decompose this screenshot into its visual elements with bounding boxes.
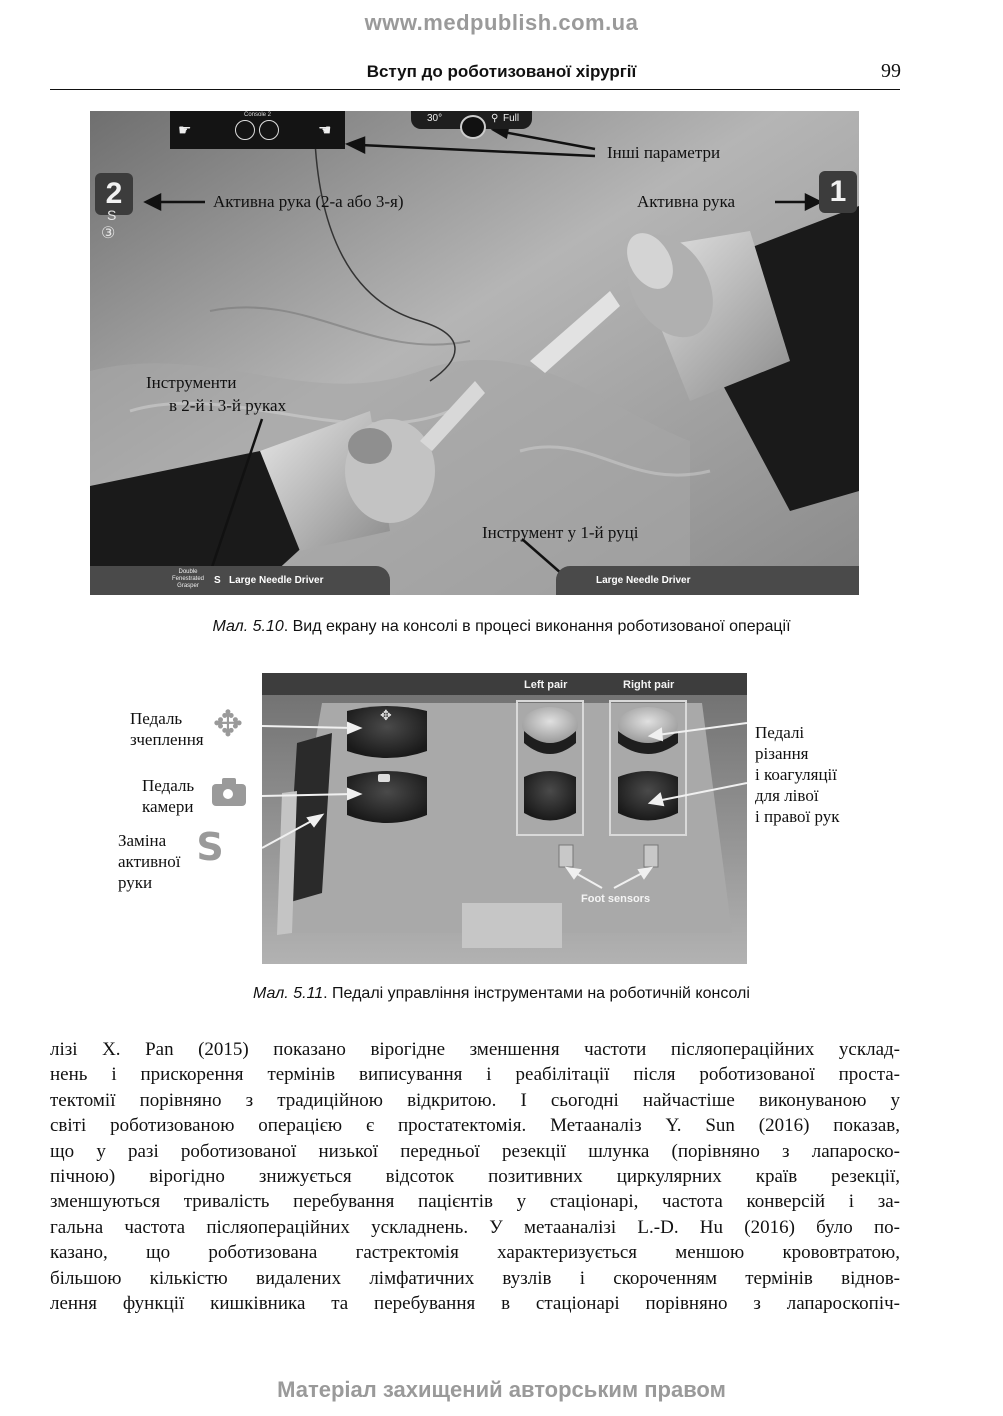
figure-pedals: [262, 673, 747, 964]
left-hand-icon: ☛: [178, 121, 192, 139]
body-line: лення функції кишківника та перебування в стаціонарі порівняно з лапароскопіч-: [50, 1293, 900, 1315]
label-instrument-1: Інструмент у 1-й руці: [482, 523, 639, 542]
header-rule: [50, 89, 900, 90]
magnifier-icon: ⚲: [491, 113, 499, 124]
left-instrument-name: Large Needle Driver: [229, 575, 324, 586]
foot-sensors-label: Foot sensors: [581, 893, 651, 905]
swap-arm-small-icon: S: [214, 575, 221, 586]
body-line: більшою кількістю видалених лімфатичних вузлів і скороченням термінів віднов-: [50, 1267, 900, 1289]
move-arrows-icon: ✥: [212, 704, 244, 745]
console-label: Console 2: [243, 112, 272, 118]
camera-pedal-icon: [378, 774, 390, 782]
figure-console-screen: [90, 111, 859, 595]
figure-1-caption: [0, 618, 1003, 636]
body-line: пічною) вірогідно знижується відсоток позитивних циркулярних країв резекції,: [50, 1166, 900, 1188]
camera-icon: [460, 115, 486, 139]
right-instrument-name: Large Needle Driver: [596, 575, 691, 586]
body-line: що у разі роботизованої низької передньої резекції шлунка (порівняно з лапароско-: [50, 1140, 900, 1162]
hand-circle-left-icon: [235, 120, 255, 140]
label-active-arm-23: Активна рука (2-а або 3-я): [213, 192, 404, 211]
figure-2-caption-prefix: Мал. 5.11: [253, 985, 324, 1002]
body-line: нень і прискорення термінів виписування і реабілітації після роботизованої проста-: [50, 1064, 900, 1086]
running-title: Вступ до роботизованої хірургії: [366, 62, 637, 81]
label-camera-pedal: Педаль камери: [142, 776, 195, 816]
label-other-params: Інші параметри: [607, 143, 721, 162]
label-active-arm: Активна рука: [637, 192, 736, 211]
body-line: казано, що роботизована гастректомія характеризується меншою крововтратою,: [50, 1242, 900, 1264]
console-indicator: [170, 111, 345, 149]
zoom-label: Full: [503, 113, 520, 124]
site-url: www.medpublish.com.ua: [364, 10, 639, 35]
body-line: тектомії порівняно з традиційною відкритою. І сьогодні найчастіше виконуваною у: [50, 1089, 900, 1111]
clutch-pedal-icon: ✥: [380, 708, 392, 724]
label-clutch-pedal: Педаль зчеплення: [130, 709, 204, 749]
camera-status-pill: [411, 111, 532, 129]
label-cut-coag-pedals: Педалі різання і коагуляції для лівої і правої рук: [755, 723, 840, 826]
camera-icon: [212, 784, 246, 806]
hand-circle-right-icon: [259, 120, 279, 140]
body-line: світі роботизованою операцією є простатектомія. Метааналіз Y. Sun (2016) показав,: [50, 1115, 900, 1137]
arm-badge-left: 2: [95, 173, 133, 215]
body-line: гальна частота післяопераційних ускладнень. У метааналізі L.-D. Hu (2016) було по-: [50, 1216, 900, 1238]
body-line: зменшуються тривалість перебування пацієнтів у стаціонарі, частота конверсій і за-: [50, 1191, 900, 1213]
body-paragraph: [50, 1037, 900, 1316]
figure-1-caption-text: . Вид екрану на консолі в процесі виконання роботизованої операції: [283, 618, 791, 635]
label-instruments-23-line1: Інструменти: [146, 373, 237, 392]
label-swap-arm: Заміна активної руки: [118, 831, 181, 892]
figure-2-caption-text: . Педалі управління інструментами на роботичній консолі: [323, 985, 750, 1002]
left-instrument-bar: [90, 566, 390, 595]
camera-angle: 30°: [427, 113, 443, 124]
figure-2-caption: [0, 985, 1003, 1003]
swap-arm-icon: S: [107, 207, 117, 223]
right-pair-label: Right pair: [623, 679, 675, 691]
figure-1-caption-prefix: Мал. 5.10: [212, 618, 284, 635]
right-hand-icon: ☚: [318, 121, 332, 139]
left-pair-label: Left pair: [524, 679, 568, 691]
copyright-note: Матеріал захищений авторським правом: [277, 1377, 726, 1402]
pedal-tray-illustration: [262, 673, 747, 964]
label-instruments-23-line2: в 2-й і 3-й руках: [169, 396, 287, 415]
page-number: 99: [881, 60, 901, 82]
arm-three-icon: ③: [101, 225, 116, 242]
right-instrument-bar: [556, 566, 859, 595]
swap-arm-icon: S: [196, 825, 224, 869]
surgical-scene-illustration: [90, 111, 859, 595]
arm-badge-right: 1: [819, 171, 857, 213]
left-tiny-text: Double Fenestrated Grasper: [171, 569, 205, 589]
body-line: лізі X. Pan (2015) показано вірогідне зменшення частоти післяопераційних усклад-: [50, 1039, 900, 1060]
